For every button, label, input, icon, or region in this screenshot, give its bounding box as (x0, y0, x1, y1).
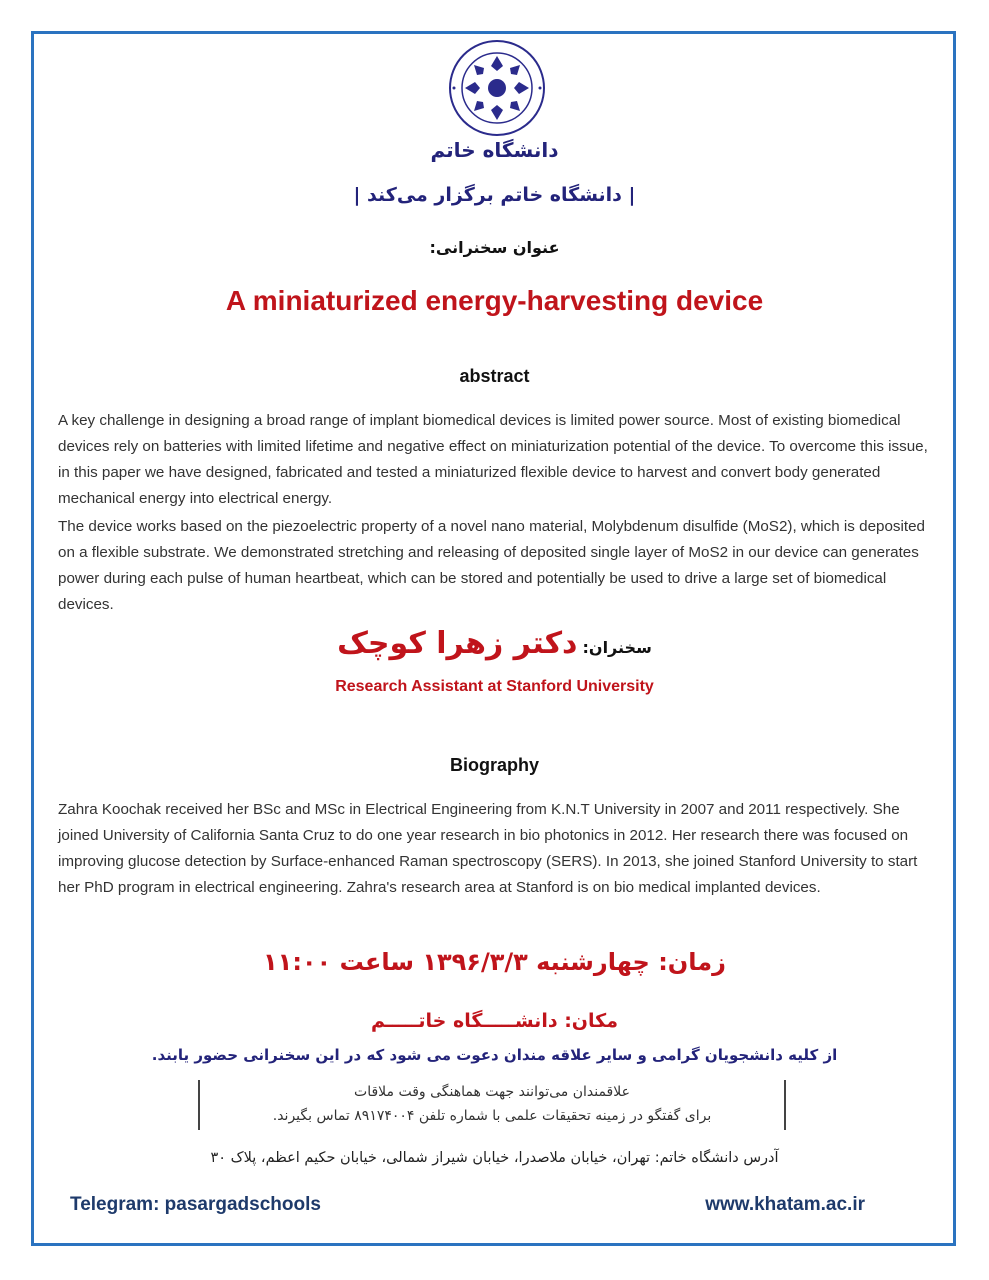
speaker-name: دکتر زهرا کوچک (337, 626, 578, 661)
telegram-link[interactable]: Telegram: pasargadschools (70, 1194, 321, 1215)
event-time: زمان: چهارشنبه ۱۳۹۶/۳/۳ ساعت ۱۱:۰۰ (263, 948, 726, 976)
address: آدرس دانشگاه خاتم: تهران، خیابان ملاصدرا، خیابان شیراز شمالی، خیابان حکیم اعظم، پلاک ۳۰ (210, 1150, 779, 1166)
abstract-paragraph-1: A key challenge in designing a broad range of implant biomedical devices is limited power source. Most of existing biomedical devices rely on batteries with limited lifetime and negative effect on miniaturization potential of the device. To overcome this issue, in this paper we have designed, fabricated and tested a miniaturized flexible device to harvest and convert body generated mechanical energy into electrical energy. (58, 412, 928, 507)
biography-heading: Biography (449, 755, 539, 775)
abstract-paragraph-2: The device works based on the piezoelectric property of a novel nano material, Molybdenum disulfide (MoS2), which is deposited on a flexible substrate. We demonstrated stretching and releasing of deposited single layer of MoS2 in our device can generates power during each pulse of human heartbeat, which can be stored and potentially be used to drive a large set of biomedical devices. (58, 518, 925, 613)
speaker-affiliation: Research Assistant at Stanford University (335, 678, 654, 695)
talk-title-label: عنوان سخنرانی: (429, 238, 560, 257)
event-place: مکان: دانشـــــگاه خاتـــــم (371, 1010, 618, 1032)
contact-box (198, 1080, 786, 1130)
abstract-heading: abstract (459, 366, 530, 386)
speaker-label: سخنران: (582, 638, 652, 657)
university-logo-icon (447, 38, 547, 138)
contact-line-1: علاقمندان می‌توانند جهت هماهنگی وقت ملاقات (354, 1084, 630, 1100)
speaker-line (0, 626, 989, 661)
invitation-text: از کلیه دانشجویان گرامی و سایر علاقه مندان دعوت می شود که در این سخنرانی حضور یابند. (151, 1046, 838, 1064)
organizer-line: | دانشگاه خاتم برگزار می‌کند | (353, 184, 636, 206)
talk-title: A miniaturized energy-harvesting device (225, 285, 764, 316)
biography-text: Zahra Koochak received her BSc and MSc in Electrical Engineering from K.N.T University in 2007 and 2011 respectively. She joined University of California Santa Cruz to do one year research in bio photonics in 2012. Her research there was focused on improving glucose detection by Surface-enhanced Raman spectroscopy (SERS). In 2013, she joined Stanford University to start her PhD program in electrical engineering. Zahra's research area at Stanford is on bio medical implanted devices. (58, 801, 918, 896)
website-link[interactable]: www.khatam.ac.ir (705, 1194, 865, 1215)
contact-line-2: برای گفتگو در زمینه تحقیقات علمی با شماره تلفن ۸۹۱۷۴۰۰۴ تماس بگیرند. (272, 1108, 712, 1124)
logo-caption: دانشگاه خاتم (430, 138, 559, 162)
